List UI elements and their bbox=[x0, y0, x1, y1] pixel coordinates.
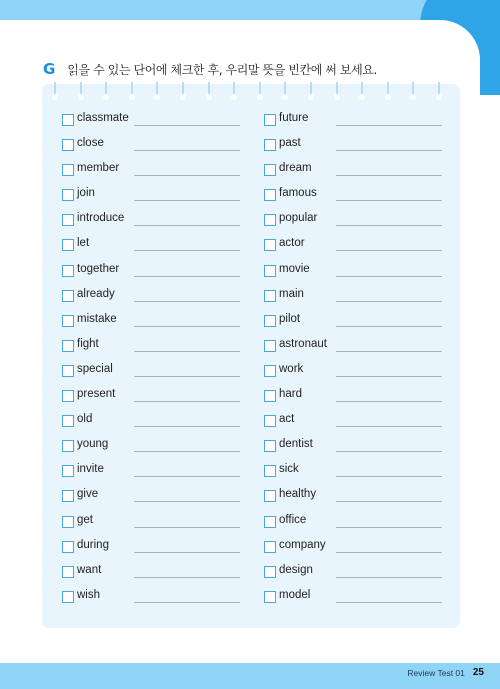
word-item bbox=[62, 360, 242, 385]
word-item bbox=[264, 511, 444, 536]
answer-blank[interactable] bbox=[134, 426, 240, 427]
word-checkbox[interactable] bbox=[62, 340, 74, 352]
answer-blank[interactable] bbox=[134, 225, 240, 226]
answer-blank[interactable] bbox=[134, 602, 240, 603]
word-item bbox=[62, 109, 242, 134]
word-label: member bbox=[77, 162, 120, 175]
word-item bbox=[264, 310, 444, 335]
page-number: 25 bbox=[472, 667, 484, 678]
word-item bbox=[264, 561, 444, 586]
answer-blank[interactable] bbox=[336, 401, 442, 402]
word-label: act bbox=[279, 413, 295, 426]
word-checkbox[interactable] bbox=[62, 214, 74, 226]
word-item bbox=[62, 260, 242, 285]
notepad-rings bbox=[42, 84, 460, 104]
word-item bbox=[62, 159, 242, 184]
answer-blank[interactable] bbox=[336, 476, 442, 477]
notepad-ring bbox=[54, 82, 56, 96]
word-checkbox[interactable] bbox=[62, 114, 74, 126]
word-label: already bbox=[77, 287, 115, 300]
answer-blank[interactable] bbox=[134, 476, 240, 477]
answer-blank[interactable] bbox=[134, 125, 240, 126]
word-item bbox=[62, 209, 242, 234]
answer-blank[interactable] bbox=[336, 326, 442, 327]
word-checkbox[interactable] bbox=[264, 390, 276, 402]
word-checkbox[interactable] bbox=[62, 189, 74, 201]
word-checkbox[interactable] bbox=[264, 440, 276, 452]
word-item bbox=[62, 485, 242, 510]
word-item bbox=[264, 536, 444, 561]
answer-blank[interactable] bbox=[134, 577, 240, 578]
notepad-ring bbox=[131, 82, 133, 96]
notepad-ring bbox=[387, 82, 389, 96]
word-item bbox=[264, 109, 444, 134]
word-item bbox=[264, 385, 444, 410]
word-label: future bbox=[279, 112, 309, 124]
notepad-ring bbox=[105, 82, 107, 96]
word-label: present bbox=[77, 388, 116, 401]
word-checkbox[interactable] bbox=[264, 315, 276, 327]
notepad-ring bbox=[284, 82, 286, 96]
word-label: company bbox=[279, 538, 326, 551]
word-label: sick bbox=[279, 463, 299, 476]
notepad-ring bbox=[259, 82, 261, 96]
answer-blank[interactable] bbox=[336, 527, 442, 528]
word-label: dentist bbox=[279, 438, 313, 451]
word-checkbox[interactable] bbox=[62, 490, 74, 502]
notepad-ring bbox=[310, 82, 312, 96]
answer-blank[interactable] bbox=[336, 602, 442, 603]
word-item bbox=[62, 234, 242, 259]
word-checkbox[interactable] bbox=[62, 566, 74, 578]
word-item bbox=[264, 234, 444, 259]
answer-blank[interactable] bbox=[336, 552, 442, 553]
word-label: pilot bbox=[279, 312, 301, 325]
word-checkbox[interactable] bbox=[264, 541, 276, 553]
word-label: model bbox=[279, 588, 311, 601]
notepad-ring bbox=[336, 82, 338, 96]
word-checkbox[interactable] bbox=[264, 490, 276, 502]
word-item bbox=[264, 209, 444, 234]
word-label: work bbox=[279, 362, 304, 375]
word-label: join bbox=[77, 187, 95, 200]
word-item bbox=[264, 260, 444, 285]
word-column-left bbox=[62, 109, 242, 611]
word-label: fight bbox=[77, 337, 99, 350]
answer-blank[interactable] bbox=[134, 501, 240, 502]
notepad-ring bbox=[412, 82, 414, 96]
word-item bbox=[62, 536, 242, 561]
task-instruction: 읽을 수 있는 단어에 체크한 후, 우리말 뜻을 빈칸에 써 보세요. bbox=[67, 62, 377, 77]
word-label: hard bbox=[279, 388, 303, 401]
word-checkbox[interactable] bbox=[62, 290, 74, 302]
word-checkbox[interactable] bbox=[264, 214, 276, 226]
answer-blank[interactable] bbox=[336, 175, 442, 176]
word-checkbox[interactable] bbox=[264, 290, 276, 302]
word-item bbox=[62, 285, 242, 310]
answer-blank[interactable] bbox=[336, 301, 442, 302]
notepad-ring bbox=[208, 82, 210, 96]
notepad-ring bbox=[438, 82, 440, 96]
notepad bbox=[42, 84, 460, 628]
word-column-right bbox=[264, 109, 444, 611]
word-checkbox[interactable] bbox=[62, 139, 74, 151]
word-checkbox[interactable] bbox=[62, 164, 74, 176]
notepad-ring bbox=[156, 82, 158, 96]
word-item bbox=[62, 310, 242, 335]
answer-blank[interactable] bbox=[134, 401, 240, 402]
answer-blank[interactable] bbox=[134, 200, 240, 201]
word-item bbox=[264, 460, 444, 485]
answer-blank[interactable] bbox=[336, 125, 442, 126]
word-checkbox[interactable] bbox=[264, 591, 276, 603]
footer-label: Review Test 01 bbox=[407, 667, 465, 678]
answer-blank[interactable] bbox=[336, 150, 442, 151]
word-checkbox[interactable] bbox=[264, 516, 276, 528]
answer-blank[interactable] bbox=[336, 376, 442, 377]
word-checkbox[interactable] bbox=[62, 440, 74, 452]
answer-blank[interactable] bbox=[336, 225, 442, 226]
word-item bbox=[264, 485, 444, 510]
answer-blank[interactable] bbox=[336, 351, 442, 352]
word-item bbox=[62, 586, 242, 611]
word-item bbox=[62, 435, 242, 460]
task-header bbox=[43, 60, 377, 78]
word-item bbox=[264, 285, 444, 310]
notepad-ring bbox=[233, 82, 235, 96]
word-checkbox[interactable] bbox=[264, 365, 276, 377]
answer-blank[interactable] bbox=[134, 552, 240, 553]
answer-blank[interactable] bbox=[336, 200, 442, 201]
word-label: want bbox=[77, 563, 102, 576]
word-label: office bbox=[279, 513, 307, 526]
word-item bbox=[62, 410, 242, 435]
word-item bbox=[62, 511, 242, 536]
answer-blank[interactable] bbox=[134, 250, 240, 251]
word-label: classmate bbox=[77, 112, 129, 124]
word-item bbox=[264, 134, 444, 159]
word-checkbox[interactable] bbox=[264, 340, 276, 352]
word-checkbox[interactable] bbox=[62, 465, 74, 477]
footer bbox=[407, 667, 484, 678]
answer-blank[interactable] bbox=[134, 150, 240, 151]
word-item bbox=[264, 586, 444, 611]
word-item bbox=[264, 184, 444, 209]
word-item bbox=[62, 385, 242, 410]
word-item bbox=[264, 360, 444, 385]
word-checkbox[interactable] bbox=[264, 415, 276, 427]
word-checkbox[interactable] bbox=[62, 265, 74, 277]
word-checkbox[interactable] bbox=[264, 265, 276, 277]
answer-blank[interactable] bbox=[134, 175, 240, 176]
answer-blank[interactable] bbox=[134, 276, 240, 277]
word-checkbox[interactable] bbox=[62, 591, 74, 603]
answer-blank[interactable] bbox=[134, 351, 240, 352]
task-letter: G bbox=[43, 60, 56, 78]
answer-blank[interactable] bbox=[134, 451, 240, 452]
answer-blank[interactable] bbox=[134, 301, 240, 302]
notepad-ring bbox=[80, 82, 82, 96]
word-label: invite bbox=[77, 463, 104, 476]
notepad-ring bbox=[361, 82, 363, 96]
word-item bbox=[264, 410, 444, 435]
word-checkbox[interactable] bbox=[264, 465, 276, 477]
word-checkbox[interactable] bbox=[62, 415, 74, 427]
word-label: introduce bbox=[77, 212, 125, 225]
answer-blank[interactable] bbox=[134, 326, 240, 327]
word-label: dream bbox=[279, 162, 312, 175]
word-item bbox=[264, 159, 444, 184]
word-label: close bbox=[77, 137, 104, 150]
word-checkbox[interactable] bbox=[62, 239, 74, 251]
word-label: movie bbox=[279, 262, 310, 275]
word-checkbox[interactable] bbox=[264, 189, 276, 201]
word-label: mistake bbox=[77, 312, 117, 325]
word-checkbox[interactable] bbox=[264, 164, 276, 176]
word-label: during bbox=[77, 538, 109, 551]
word-item bbox=[62, 460, 242, 485]
word-checkbox[interactable] bbox=[264, 114, 276, 126]
word-checkbox[interactable] bbox=[62, 541, 74, 553]
word-label: let bbox=[77, 237, 90, 250]
word-label: astronaut bbox=[279, 337, 327, 350]
word-label: past bbox=[279, 137, 301, 150]
word-label: main bbox=[279, 287, 304, 300]
answer-blank[interactable] bbox=[336, 451, 442, 452]
word-label: design bbox=[279, 563, 313, 576]
answer-blank[interactable] bbox=[336, 501, 442, 502]
word-checkbox[interactable] bbox=[62, 365, 74, 377]
answer-blank[interactable] bbox=[336, 276, 442, 277]
word-checkbox[interactable] bbox=[264, 566, 276, 578]
word-checkbox[interactable] bbox=[264, 139, 276, 151]
word-label: give bbox=[77, 488, 99, 501]
word-label: old bbox=[77, 413, 93, 426]
word-label: popular bbox=[279, 212, 318, 225]
word-label: get bbox=[77, 513, 93, 526]
answer-blank[interactable] bbox=[134, 527, 240, 528]
word-label: famous bbox=[279, 187, 317, 200]
answer-blank[interactable] bbox=[134, 376, 240, 377]
word-label: together bbox=[77, 262, 120, 275]
word-label: actor bbox=[279, 237, 305, 250]
word-item bbox=[62, 134, 242, 159]
word-label: healthy bbox=[279, 488, 317, 501]
word-checkbox[interactable] bbox=[62, 315, 74, 327]
word-item bbox=[62, 561, 242, 586]
word-label: wish bbox=[77, 588, 101, 601]
word-checkbox[interactable] bbox=[264, 239, 276, 251]
corner-decoration-strip bbox=[480, 20, 500, 95]
word-checkbox[interactable] bbox=[62, 390, 74, 402]
answer-blank[interactable] bbox=[336, 250, 442, 251]
notepad-ring bbox=[182, 82, 184, 96]
word-item bbox=[62, 184, 242, 209]
word-label: special bbox=[77, 362, 113, 375]
word-label: young bbox=[77, 438, 109, 451]
answer-blank[interactable] bbox=[336, 577, 442, 578]
word-item bbox=[264, 435, 444, 460]
answer-blank[interactable] bbox=[336, 426, 442, 427]
word-item bbox=[62, 335, 242, 360]
word-checkbox[interactable] bbox=[62, 516, 74, 528]
word-item bbox=[264, 335, 444, 360]
